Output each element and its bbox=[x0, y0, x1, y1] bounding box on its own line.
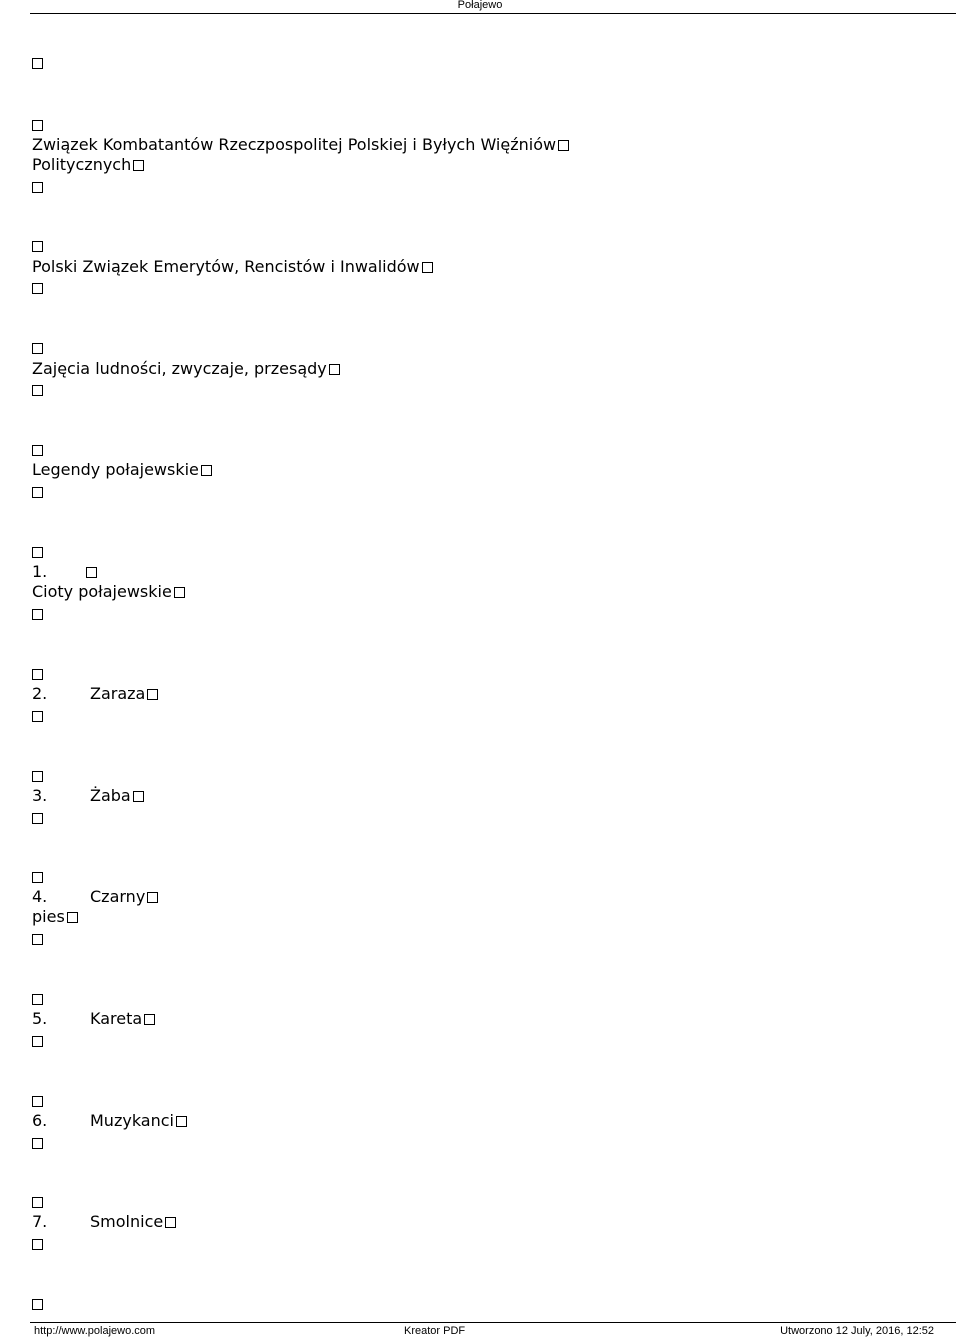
box-icon bbox=[422, 262, 433, 273]
header-title: Połajewo bbox=[457, 0, 503, 11]
section-kombatanci-line1: Związek Kombatantów Rzeczpospolitej Polskiej i Byłych Więźniów bbox=[32, 135, 569, 155]
legend-item-continuation: pies bbox=[32, 907, 78, 927]
box-icon bbox=[32, 989, 43, 1009]
page-header bbox=[0, 0, 960, 14]
box-icon bbox=[201, 465, 212, 476]
box-icon bbox=[176, 1116, 187, 1127]
legend-item-title: Cioty połajewskie bbox=[32, 582, 185, 602]
box-icon bbox=[32, 236, 43, 256]
box-icon bbox=[32, 867, 43, 887]
box-icon bbox=[32, 1234, 43, 1254]
legend-item: 2. Zaraza bbox=[32, 684, 158, 704]
box-icon bbox=[329, 364, 340, 375]
box-icon bbox=[147, 892, 158, 903]
box-icon bbox=[147, 689, 158, 700]
box-icon bbox=[67, 912, 78, 923]
box-icon bbox=[558, 140, 569, 151]
section-kombatanci-line2: Politycznych bbox=[32, 155, 144, 175]
box-icon bbox=[32, 115, 43, 135]
legend-item: 7. Smolnice bbox=[32, 1212, 176, 1232]
box-icon bbox=[32, 482, 43, 502]
box-icon bbox=[32, 766, 43, 786]
footer-creator: Kreator PDF bbox=[404, 1325, 466, 1337]
legend-item-number: 1. bbox=[32, 562, 97, 582]
box-icon bbox=[32, 1192, 43, 1212]
footer-created-date: Utworzono 12 July, 2016, 12:52 bbox=[780, 1325, 934, 1337]
footer-url-link[interactable]: http://www.polajewo.com bbox=[34, 1325, 156, 1337]
legend-item: 3. Żaba bbox=[32, 786, 144, 806]
box-icon bbox=[32, 380, 43, 400]
legend-item: 6. Muzykanci bbox=[32, 1111, 187, 1131]
page-footer bbox=[30, 1322, 956, 1339]
box-icon bbox=[165, 1217, 176, 1228]
box-icon bbox=[32, 604, 43, 624]
box-icon bbox=[32, 338, 43, 358]
box-icon bbox=[32, 1294, 43, 1314]
box-icon bbox=[32, 664, 43, 684]
box-icon bbox=[32, 53, 43, 73]
section-emeryci: Polski Związek Emerytów, Rencistów i Inwalidów bbox=[32, 257, 433, 277]
legend-item: 5. Kareta bbox=[32, 1009, 155, 1029]
box-icon bbox=[32, 440, 43, 460]
box-icon bbox=[174, 587, 185, 598]
section-zajecia: Zajęcia ludności, zwyczaje, przesądy bbox=[32, 359, 340, 379]
legend-item: 4. Czarny bbox=[32, 887, 158, 907]
box-icon bbox=[32, 929, 43, 949]
box-icon bbox=[144, 1014, 155, 1025]
box-icon bbox=[32, 1031, 43, 1051]
box-icon bbox=[32, 1091, 43, 1111]
box-icon bbox=[86, 567, 97, 578]
box-icon bbox=[32, 177, 43, 197]
box-icon bbox=[32, 1133, 43, 1153]
box-icon bbox=[32, 706, 43, 726]
box-icon bbox=[32, 808, 43, 828]
box-icon bbox=[133, 160, 144, 171]
box-icon bbox=[133, 791, 144, 802]
box-icon bbox=[32, 278, 43, 298]
section-legendy: Legendy połajewskie bbox=[32, 460, 212, 480]
box-icon bbox=[32, 542, 43, 562]
header-rule bbox=[30, 13, 956, 14]
